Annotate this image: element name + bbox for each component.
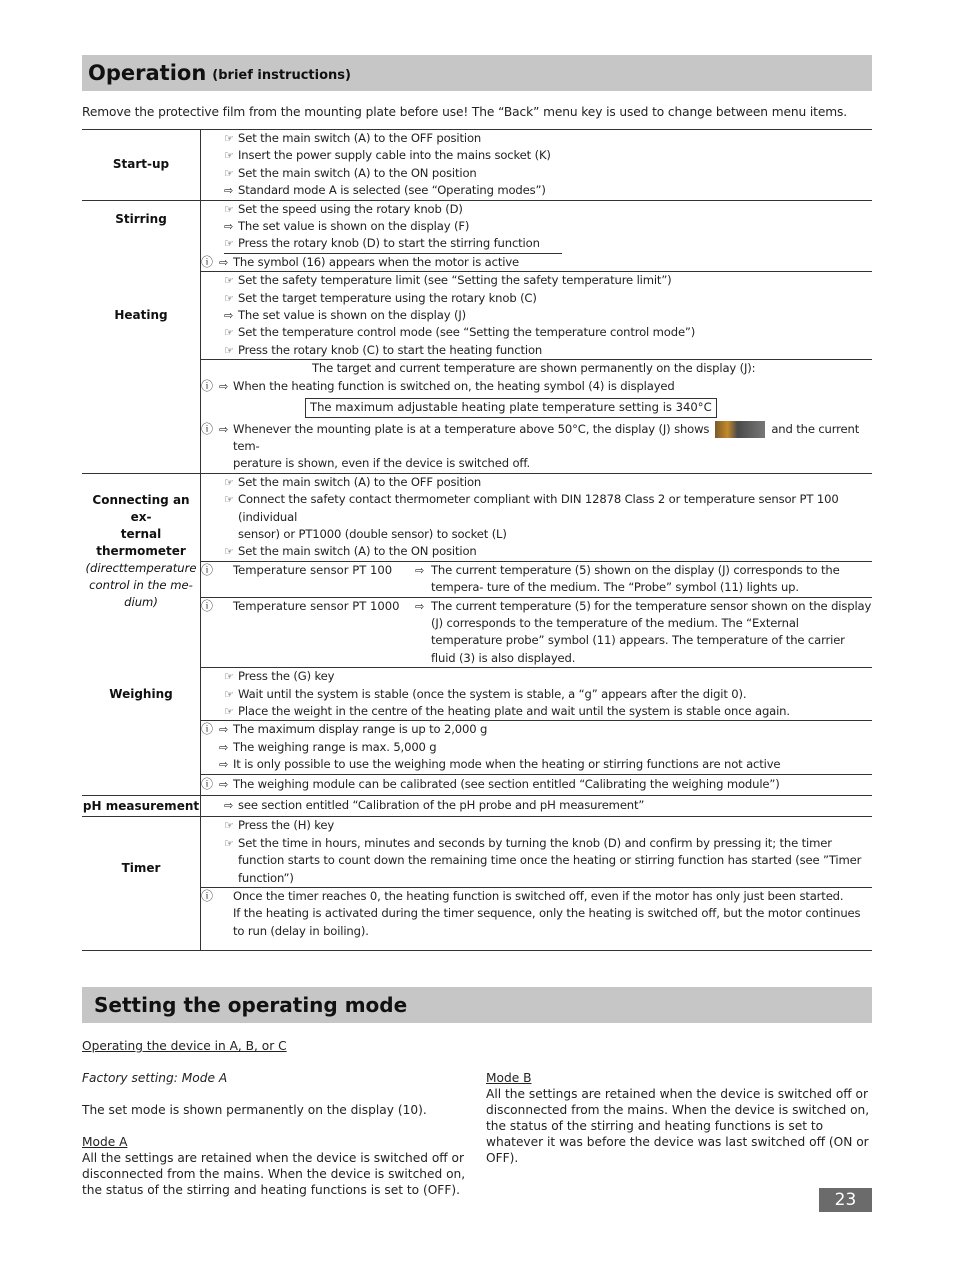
arrow-icon: ⇨ — [224, 220, 234, 234]
row-timer-info — [82, 888, 872, 951]
hand-icon: ☞ — [224, 202, 234, 216]
arrow-icon: ⇨ — [219, 758, 229, 772]
info-line-cont: perature is shown, even if the device is switched off. — [233, 456, 530, 471]
hand-icon: ☞ — [224, 166, 234, 180]
weighing-content — [201, 668, 873, 721]
mode-b-heading: Mode B — [486, 1071, 532, 1086]
section-header-mode — [82, 987, 872, 1023]
arrow-icon: ⇨ — [219, 723, 229, 737]
hand-icon: ☞ — [224, 149, 234, 163]
info-icon: ⓘ — [201, 598, 214, 613]
pt1000-content — [201, 597, 873, 668]
list-item: ☞ Press the rotary knob (C) to start the heating function — [224, 342, 872, 359]
mode-a-text: All the settings are retained when the device is switched off or disconnected from the mains. When the device is switched on, the status of the stirring and heating functions is set to (OFF). — [82, 1151, 466, 1198]
hand-icon: ☞ — [224, 343, 234, 357]
row-thermometer — [82, 473, 872, 561]
info-line: ⓘ ⇨ The weighing module can be calibrated (see section entitled “Calibrating the weighing module”) — [201, 776, 872, 793]
row-stirring-info — [82, 254, 872, 272]
page — [82, 55, 872, 1198]
info-line: ⓘ Once the timer reaches 0, the heating function is switched off, even if the motor has only just been started. — [201, 888, 872, 905]
list-item: ⇨ The set value is shown on the display (J) — [224, 307, 872, 324]
list-item: ☞ Set the temperature control mode (see “Setting the temperature control mode”) — [224, 324, 872, 341]
ph-content — [201, 796, 873, 817]
pt100-label: Temperature sensor PT 100 — [233, 562, 393, 577]
timer-info — [201, 888, 873, 951]
weighing-calib — [201, 774, 873, 795]
row-heating — [82, 272, 872, 360]
hand-icon: ☞ — [224, 670, 234, 684]
list-item: ☞ Set the main switch (A) to the ON position — [224, 543, 872, 560]
hand-icon: ☞ — [224, 545, 234, 559]
intro-text: Remove the protective film from the mounting plate before use! The “Back” menu key is used to change between menu items. — [82, 105, 848, 119]
list-item: ☞ Insert the power supply cable into the mains socket (K) — [224, 147, 872, 164]
info-icon: ⓘ — [201, 378, 214, 393]
operation-table — [82, 129, 872, 951]
hot-plate-display-icon — [715, 421, 765, 438]
info-icon: ⓘ — [201, 421, 214, 436]
arrow-icon: ⇨ — [219, 777, 229, 791]
label-stirring: Stirring — [82, 200, 201, 272]
mode-a-heading: Mode A — [82, 1135, 128, 1150]
info-line: ⓘ ⇨ When the heating function is switched on, the heating symbol (4) is displayed — [201, 378, 872, 395]
hand-icon: ☞ — [224, 687, 234, 701]
note-line: The target and current temperature are shown permanently on the display (J): — [312, 361, 756, 376]
info-icon: ⓘ — [201, 889, 214, 904]
arrow-icon: ⇨ — [219, 740, 229, 754]
op-heading: Operating the device in A, B, or C — [82, 1039, 287, 1054]
list-item: ☞ Place the weight in the centre of the heating plate and wait until the system is stable once again. — [224, 703, 872, 720]
list-item: ☞ Set the speed using the rotary knob (D) — [224, 201, 872, 218]
hand-icon: ☞ — [224, 326, 234, 340]
arrow-icon: ⇨ — [219, 255, 229, 269]
hand-icon: ☞ — [224, 475, 234, 489]
list-item: ☞ Press the (H) key — [224, 817, 872, 834]
list-item: ⇨ The set value is shown on the display (F) — [224, 218, 872, 235]
arrow-icon: ⇨ — [224, 309, 234, 323]
info-icon: ⓘ — [201, 776, 214, 791]
list-item: ☞ Press the (G) key — [224, 668, 872, 685]
info-icon: ⓘ — [201, 562, 214, 577]
list-item: ☞ Set the time in hours, minutes and seconds by turning the knob (D) and confirm by pressing it; the timer function starts to count down the remaining time once the heating or stirring function has started (see ”Timer function”) — [224, 835, 872, 887]
info-icon: ⓘ — [201, 722, 214, 737]
page-number: 23 — [819, 1188, 872, 1212]
list-item: ☞ Set the main switch (A) to the ON position — [224, 165, 872, 182]
row-pt1000 — [82, 597, 872, 668]
hand-icon: ☞ — [224, 705, 234, 718]
hand-icon: ☞ — [224, 132, 234, 145]
row-heating-notes — [82, 360, 872, 473]
row-pt100 — [82, 561, 872, 597]
arrow-icon: ⇨ — [219, 379, 229, 393]
hand-icon: ☞ — [224, 274, 234, 288]
label-thermometer: Connecting an ex- ternal thermometer (directtemperature control in the me- dium) — [82, 473, 201, 667]
arrow-icon: ⇨ — [415, 599, 425, 613]
info-line: ⓘ ⇨ The maximum display range is up to 2,000 g — [201, 721, 872, 738]
hand-icon: ☞ — [224, 819, 234, 833]
label-startup: Start-up — [82, 130, 201, 201]
mode-section-title: Setting the operating mode — [94, 993, 408, 1018]
label-timer: Timer — [82, 817, 201, 951]
hand-icon: ☞ — [224, 291, 234, 305]
label-ph: pH measurement — [82, 796, 201, 817]
hand-icon: ☞ — [224, 836, 234, 850]
arrow-icon: ⇨ — [224, 799, 234, 813]
pt100-content — [201, 561, 873, 597]
hand-icon: ☞ — [224, 237, 234, 251]
stirring-info — [201, 254, 873, 272]
pt1000-text: The current temperature (5) for the temperature sensor shown on the display (J) corresponds to the temperature of the medium. The “External temperature probe” symbol (11) appears. The temperature of the carrier fluid (3) is also displayed. — [431, 598, 872, 665]
info-icon: ⓘ — [201, 254, 214, 269]
pt1000-label: Temperature sensor PT 1000 — [233, 598, 400, 613]
list-item: ☞ Press the rotary knob (D) to start the stirring function — [224, 235, 562, 253]
box-note-line — [235, 398, 872, 417]
info-line: ⓘ ⇨ Whenever the mounting plate is at a temperature above 50°C, the display (J) shows and the current tem- — [201, 421, 872, 456]
mode-left-column — [82, 1038, 482, 1198]
mode-columns — [82, 1038, 872, 1198]
row-ph — [82, 796, 872, 817]
section-header-operation — [82, 55, 872, 91]
factory-setting: Factory setting: Mode A — [82, 1071, 228, 1086]
arrow-icon: ⇨ — [224, 184, 234, 198]
info-line: ⇨ It is only possible to use the weighing mode when the heating or stirring functions are not active — [201, 756, 872, 773]
list-item: ⇨ see section entitled “Calibration of the pH probe and pH measurement” — [224, 797, 872, 814]
list-item: ☞ Set the safety temperature limit (see “Setting the safety temperature limit”) — [224, 272, 872, 289]
list-item: ☞ Wait until the system is stable (once the system is stable, a “g” appears after the digit 0). — [224, 686, 872, 703]
thermometer-content — [201, 473, 873, 561]
list-item: ☞ Set the target temperature using the rotary knob (C) — [224, 290, 872, 307]
info-line: ⓘ ⇨ The symbol (16) appears when the motor is active — [201, 254, 872, 271]
heating-notes — [201, 360, 873, 473]
pt100-text: The current temperature (5) shown on the display (J) corresponds to the tempera- ture of the medium. The “Probe” symbol (11) lights up. — [431, 562, 840, 595]
page-subtitle: (brief instructions) — [212, 67, 351, 83]
mode-right-column — [486, 1038, 872, 1198]
timer-content — [201, 817, 873, 888]
heating-content — [201, 272, 873, 360]
list-item: ⇨ Standard mode A is selected (see “Operating modes”) — [224, 182, 872, 199]
row-startup — [82, 130, 872, 201]
arrow-icon: ⇨ — [415, 563, 425, 577]
stirring-content — [201, 200, 873, 254]
row-timer — [82, 817, 872, 888]
arrow-icon: ⇨ — [219, 422, 229, 436]
list-item: ☞ Set the main switch (A) to the OFF position — [224, 474, 872, 491]
info-line: If the heating is activated during the timer sequence, only the heating is switched off, but the motor continues to run (delay in boiling). — [233, 906, 861, 938]
weighing-info — [201, 721, 873, 774]
row-weighing-info — [82, 721, 872, 774]
startup-content — [201, 130, 873, 201]
info-line: ⇨ The weighing range is max. 5,000 g — [201, 739, 872, 756]
row-weighing-calib — [82, 774, 872, 795]
label-heating: Heating — [82, 272, 201, 360]
list-item: ☞ Connect the safety contact thermometer compliant with DIN 12878 Class 2 or temperature sensor PT 100 (individual — [224, 491, 872, 526]
mode-b-text: All the settings are retained when the device is switched off or disconnected from the mains. When the device is switched on, the status of the stirring and heating functions is set to whatever it was before the device was last switched off (ON or OFF). — [486, 1087, 870, 1166]
list-item: ☞ Set the main switch (A) to the OFF position — [224, 130, 872, 147]
max-temp-note: The maximum adjustable heating plate temperature setting is 340°C — [305, 398, 717, 417]
set-mode-text: The set mode is shown permanently on the display (10). — [82, 1103, 427, 1118]
page-title: Operation — [88, 61, 207, 85]
list-item-cont: sensor) or PT1000 (double sensor) to socket (L) — [238, 526, 507, 541]
row-weighing — [82, 668, 872, 721]
hand-icon: ☞ — [224, 493, 234, 507]
row-stirring — [82, 200, 872, 254]
label-weighing: Weighing — [82, 668, 201, 721]
